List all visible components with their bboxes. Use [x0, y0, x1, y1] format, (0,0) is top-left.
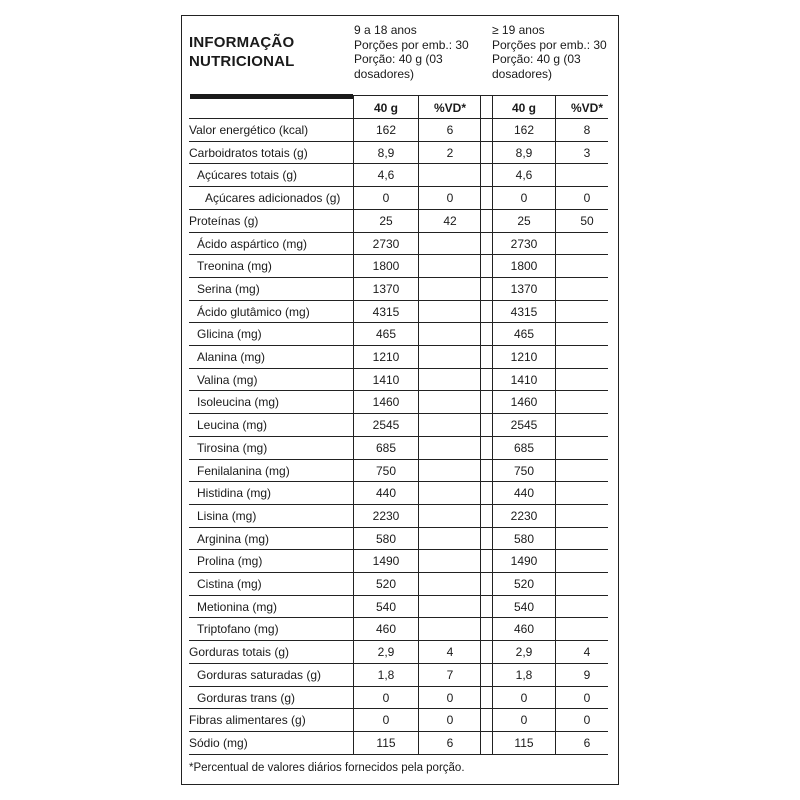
row-value: 8 [583, 123, 591, 137]
row-label: Treonina (mg) [197, 259, 272, 274]
row-value: 25 [379, 213, 393, 228]
column-divider [555, 95, 556, 754]
row-value: 0 [382, 713, 390, 728]
row-value: 0 [520, 191, 528, 206]
column-divider [418, 95, 419, 754]
header-top-rule [353, 95, 608, 96]
row-label: Gorduras trans (g) [197, 690, 296, 705]
row-value: 1370 [510, 281, 538, 296]
row-value: 115 [376, 735, 396, 750]
row-label: Fibras alimentares (g) [189, 713, 306, 728]
group-line: Porção: 40 g (03 [492, 52, 581, 66]
title-divider-bar [190, 94, 353, 99]
row-value: 2730 [510, 236, 538, 251]
row-value: 0 [583, 191, 591, 206]
row-value: 1410 [510, 372, 538, 387]
row-label: Leucina (mg) [197, 418, 268, 433]
row-label: Proteínas (g) [189, 213, 259, 228]
row-rule [189, 459, 608, 460]
group-header-19-plus [492, 23, 607, 81]
row-value: 540 [375, 599, 397, 614]
row-label: Ácido glutâmico (mg) [197, 304, 310, 319]
row-value: 440 [375, 486, 397, 501]
row-value: 2545 [510, 418, 538, 433]
row-value: 2545 [372, 418, 400, 433]
row-value: 1210 [510, 350, 538, 364]
row-rule [189, 527, 608, 528]
group-line: dosadores) [492, 66, 553, 81]
row-rule [189, 413, 608, 414]
row-value: 2230 [372, 508, 400, 523]
row-label: Triptofano (mg) [197, 622, 279, 637]
row-value: 0 [446, 690, 454, 705]
group-line: Porção: 40 g (03 [354, 52, 443, 66]
row-label: Isoleucina (mg) [197, 395, 280, 410]
row-value: 1800 [372, 259, 400, 274]
row-value: 42 [443, 213, 457, 228]
row-value: 162 [513, 123, 535, 137]
title-line-2: NUTRICIONAL [189, 53, 295, 70]
row-rule [189, 390, 608, 391]
column-header: %VD* [433, 101, 466, 115]
footnote: *Percentual de valores diários fornecidos pela porção. [189, 762, 465, 774]
row-label: Cistina (mg) [197, 577, 262, 591]
row-value: 465 [513, 327, 535, 342]
row-rule [189, 345, 608, 346]
header-bottom-rule [189, 118, 608, 119]
row-label: Ácido aspártico (mg) [197, 236, 308, 251]
row-value: 1490 [510, 554, 538, 569]
row-value: 0 [446, 713, 454, 728]
row-value: 465 [375, 327, 397, 342]
row-value: 115 [514, 735, 534, 750]
row-rule [189, 595, 608, 596]
row-label: Fenilalanina (mg) [197, 463, 290, 478]
column-divider [492, 95, 493, 754]
row-rule [189, 663, 608, 664]
row-rule [189, 686, 608, 687]
row-label: Açúcares adicionados (g) [205, 191, 341, 206]
row-value: 9 [583, 667, 591, 682]
row-value: 1490 [372, 554, 400, 569]
row-value: 4,6 [515, 168, 533, 183]
row-value: 540 [513, 599, 535, 614]
row-label: Lisina (mg) [197, 508, 257, 523]
row-value: 4,6 [377, 168, 395, 183]
row-rule [189, 754, 608, 755]
row-rule [189, 141, 608, 142]
row-value: 1,8 [515, 667, 533, 682]
row-value: 162 [375, 123, 397, 137]
row-value: 1410 [372, 372, 400, 387]
row-value: 0 [520, 690, 528, 705]
row-label: Gorduras totais (g) [189, 645, 290, 660]
row-value: 2,9 [515, 645, 533, 660]
row-label: Carboidratos totais (g) [189, 145, 308, 160]
row-label: Alanina (mg) [197, 350, 266, 364]
row-label: Prolina (mg) [197, 554, 263, 569]
row-value: 580 [513, 531, 535, 546]
row-value: 2730 [372, 236, 400, 251]
column-divider [480, 95, 481, 754]
row-label: Valina (mg) [197, 372, 258, 387]
row-label: Tirosina (mg) [197, 440, 268, 455]
row-label: Serina (mg) [197, 281, 260, 296]
row-value: 520 [513, 577, 535, 591]
row-value: 2230 [510, 508, 538, 523]
row-value: 25 [517, 213, 531, 228]
row-label: Glicina (mg) [197, 327, 262, 342]
row-value: 1370 [372, 281, 400, 296]
row-value: 750 [375, 463, 397, 478]
row-value: 580 [375, 531, 397, 546]
row-value: 440 [513, 486, 535, 501]
row-value: 1460 [372, 395, 400, 410]
group-line: ≥ 19 anos [492, 23, 545, 37]
row-rule [189, 209, 608, 210]
row-value: 0 [583, 713, 591, 728]
group-line: Porções por emb.: 30 [354, 37, 469, 52]
row-label: Valor energético (kcal) [189, 123, 309, 137]
row-label: Arginina (mg) [197, 531, 270, 546]
nutrition-title [189, 33, 295, 71]
column-header: 40 g [373, 101, 398, 115]
row-rule [189, 322, 608, 323]
row-value: 8,9 [377, 145, 395, 160]
row-value: 7 [446, 667, 454, 682]
row-value: 1210 [372, 350, 400, 364]
row-value: 6 [446, 123, 454, 137]
row-value: 4 [446, 645, 454, 660]
column-header: 40 g [511, 101, 536, 115]
row-rule [189, 163, 608, 164]
row-value: 2,9 [377, 645, 395, 660]
row-value: 460 [375, 622, 397, 637]
group-line: 9 a 18 anos [354, 23, 417, 37]
group-line: Porções por emb.: 30 [492, 37, 607, 52]
row-value: 2 [446, 145, 454, 160]
row-rule [189, 232, 608, 233]
row-label: Histidina (mg) [197, 486, 272, 501]
column-divider [353, 95, 354, 754]
row-label: Açúcares totais (g) [197, 168, 298, 183]
row-value: 1460 [510, 395, 538, 410]
row-label: Sódio (mg) [189, 735, 248, 750]
group-header-9-18 [354, 23, 469, 81]
group-line: dosadores) [354, 66, 415, 81]
title-line-1: INFORMAÇÃO [189, 34, 295, 51]
row-rule [189, 617, 608, 618]
row-label: Metionina (mg) [197, 599, 278, 614]
row-value: 4315 [510, 304, 538, 319]
row-rule [189, 572, 608, 573]
row-rule [189, 549, 608, 550]
row-rule [189, 708, 608, 709]
row-rule [189, 300, 608, 301]
row-label: Gorduras saturadas (g) [197, 667, 322, 682]
row-value: 6 [446, 735, 454, 750]
row-value: 685 [375, 440, 397, 455]
row-value: 0 [382, 690, 390, 705]
row-rule [189, 254, 608, 255]
row-value: 685 [513, 440, 535, 455]
column-header: %VD* [570, 101, 603, 115]
row-value: 1,8 [377, 667, 395, 682]
row-rule [189, 731, 608, 732]
row-value: 4315 [372, 304, 400, 319]
row-value: 0 [583, 690, 591, 705]
row-value: 0 [446, 191, 454, 206]
row-rule [189, 186, 608, 187]
row-rule [189, 368, 608, 369]
row-rule [189, 481, 608, 482]
row-rule [189, 640, 608, 641]
row-rule [189, 504, 608, 505]
row-value: 8,9 [515, 145, 533, 160]
row-rule [189, 436, 608, 437]
row-value: 0 [382, 191, 390, 206]
row-value: 1800 [510, 259, 538, 274]
row-value: 4 [583, 645, 591, 660]
row-value: 0 [520, 713, 528, 728]
row-value: 520 [375, 577, 397, 591]
row-value: 750 [513, 463, 535, 478]
row-value: 3 [583, 145, 591, 160]
row-value: 460 [513, 622, 535, 637]
row-value: 6 [583, 735, 591, 750]
row-value: 50 [580, 213, 594, 228]
row-rule [189, 277, 608, 278]
